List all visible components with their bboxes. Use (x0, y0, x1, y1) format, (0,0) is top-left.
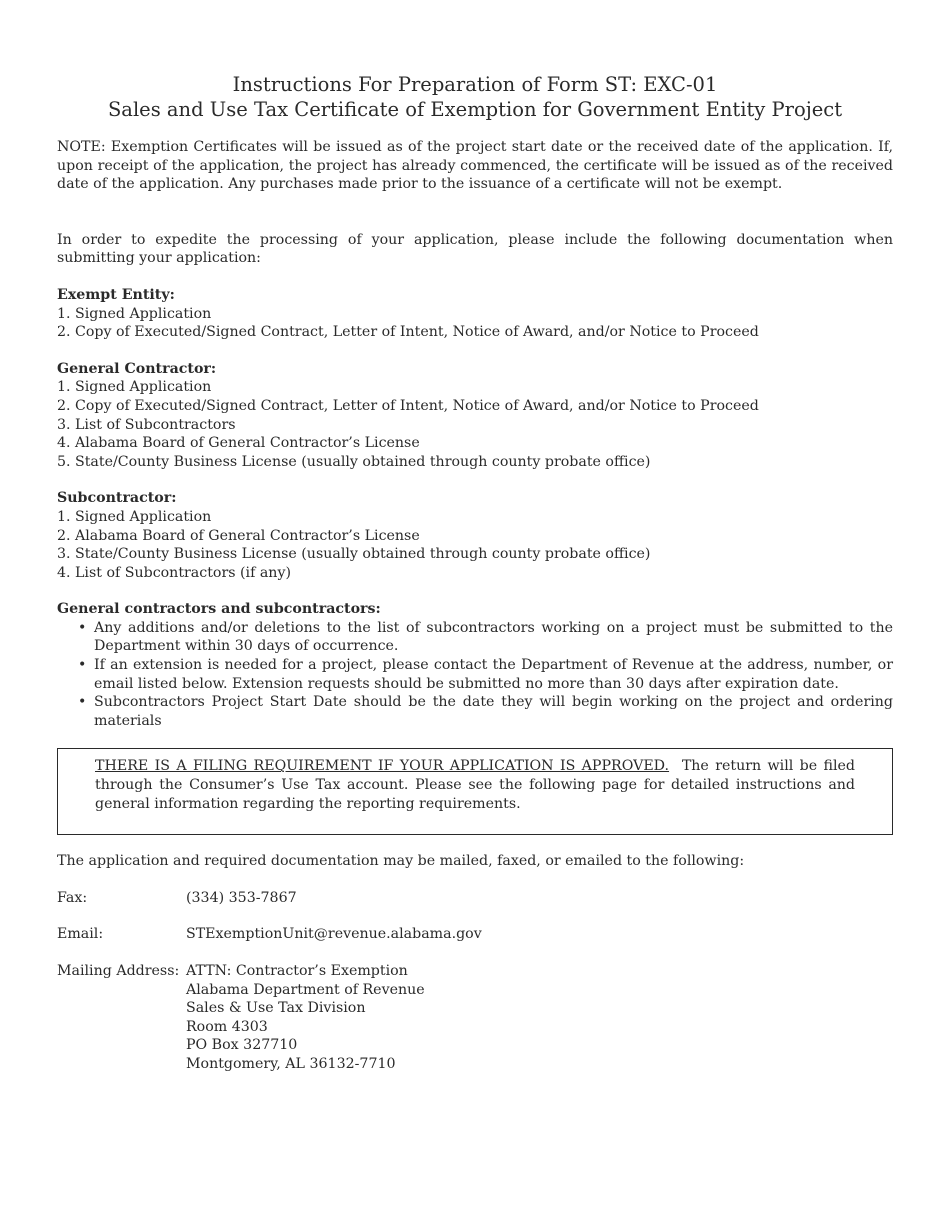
address-line: PO Box 327710 (186, 1037, 298, 1054)
fax-label: Fax: (57, 889, 88, 906)
address-line: ATTN: Contractor’s Exemption (186, 963, 408, 979)
documentation-intro: In order to expedite the processing of your application, please include the following documentation when submitting your application: (57, 231, 893, 267)
title-line-2: Sales and Use Tax Certificate of Exemption for Government Entity Project (107, 98, 843, 121)
email-row (57, 925, 893, 944)
contact-intro: The application and required documentation may be mailed, faxed, or emailed to the following: (57, 853, 745, 870)
list-item: 5. State/County Business License (usually obtained through county probate office) (57, 453, 651, 470)
bullet-icon: • (78, 657, 87, 674)
mailing-address (186, 962, 893, 1074)
fax-number: (334) 353-7867 (186, 889, 297, 906)
gc-and-subs-list (57, 619, 893, 731)
mailing-address-row (57, 962, 893, 1074)
subcontractor-section (57, 489, 893, 582)
general-contractor-section (57, 360, 893, 472)
list-item: 1. Signed Application (57, 508, 212, 525)
gc-and-subs-section (57, 600, 893, 730)
list-item: 2. Copy of Executed/Signed Contract, Letter of Intent, Notice of Award, and/or Notice to Proceed (57, 397, 759, 414)
filing-requirement-heading: THERE IS A FILING REQUIREMENT IF YOUR APPLICATION IS APPROVED. (95, 758, 670, 775)
address-line: Room 4303 (186, 1018, 268, 1035)
general-contractor-list (57, 378, 893, 471)
gc-and-subs-heading: General contractors and subcontractors: (57, 601, 381, 618)
email-label: Email: (57, 926, 104, 943)
bullet-icon: • (78, 619, 87, 636)
exemption-note: NOTE: Exemption Certificates will be issued as of the project start date or the received date of the application. If, upon receipt of the application, the project has already commenced, the certificate will be issued as of the received date of the application. Any purchases made prior to the issuance of a certificate will not be exempt. (57, 139, 893, 193)
filing-requirement-detail: The return will be filed through the Consumer’s Use Tax account. Please see the following page for detailed instructions and general information regarding the reporting requirements. (95, 758, 855, 812)
address-line: Montgomery, AL 36132-7710 (186, 1055, 396, 1072)
page-title (57, 72, 893, 122)
exempt-entity-list (57, 305, 893, 342)
address-line: Alabama Department of Revenue (186, 981, 425, 998)
address-line: Sales & Use Tax Division (186, 1000, 366, 1017)
list-item: 3. State/County Business License (usually obtained through county probate office) (57, 546, 651, 563)
list-item: • Subcontractors Project Start Date should be the date they will begin working on the project and ordering materials (78, 694, 893, 729)
exempt-entity-section (57, 286, 893, 342)
subcontractor-list (57, 508, 893, 582)
instructions-page (57, 72, 893, 1074)
general-contractor-heading: General Contractor: (57, 360, 217, 377)
fax-row (57, 889, 893, 908)
email-address: STExemptionUnit@revenue.alabama.gov (186, 926, 482, 943)
list-item: 4. Alabama Board of General Contractor’s License (57, 435, 420, 452)
list-item: 3. List of Subcontractors (57, 416, 236, 433)
list-item: 2. Copy of Executed/Signed Contract, Letter of Intent, Notice of Award, and/or Notice to Proceed (57, 324, 759, 341)
bullet-icon: • (78, 694, 87, 711)
subcontractor-heading: Subcontractor: (57, 490, 177, 507)
mailing-address-label: Mailing Address: (57, 963, 180, 979)
list-item: 2. Alabama Board of General Contractor’s License (57, 527, 420, 544)
list-item: 1. Signed Application (57, 305, 212, 322)
list-item: • Any additions and/or deletions to the list of subcontractors working on a project must be submitted to the Department within 30 days of occurrence. (78, 619, 893, 655)
title-line-1: Instructions For Preparation of Form ST: EXC-01 (232, 73, 718, 96)
filing-requirement-box (57, 748, 893, 835)
list-item: 4. List of Subcontractors (if any) (57, 564, 291, 581)
list-item: 1. Signed Application (57, 379, 212, 396)
list-item: • If an extension is needed for a project, please contact the Department of Revenue at the address, number, or email listed below. Extension requests should be submitted no more than 30 days after expiration date. (78, 657, 893, 692)
exempt-entity-heading: Exempt Entity: (57, 286, 175, 303)
